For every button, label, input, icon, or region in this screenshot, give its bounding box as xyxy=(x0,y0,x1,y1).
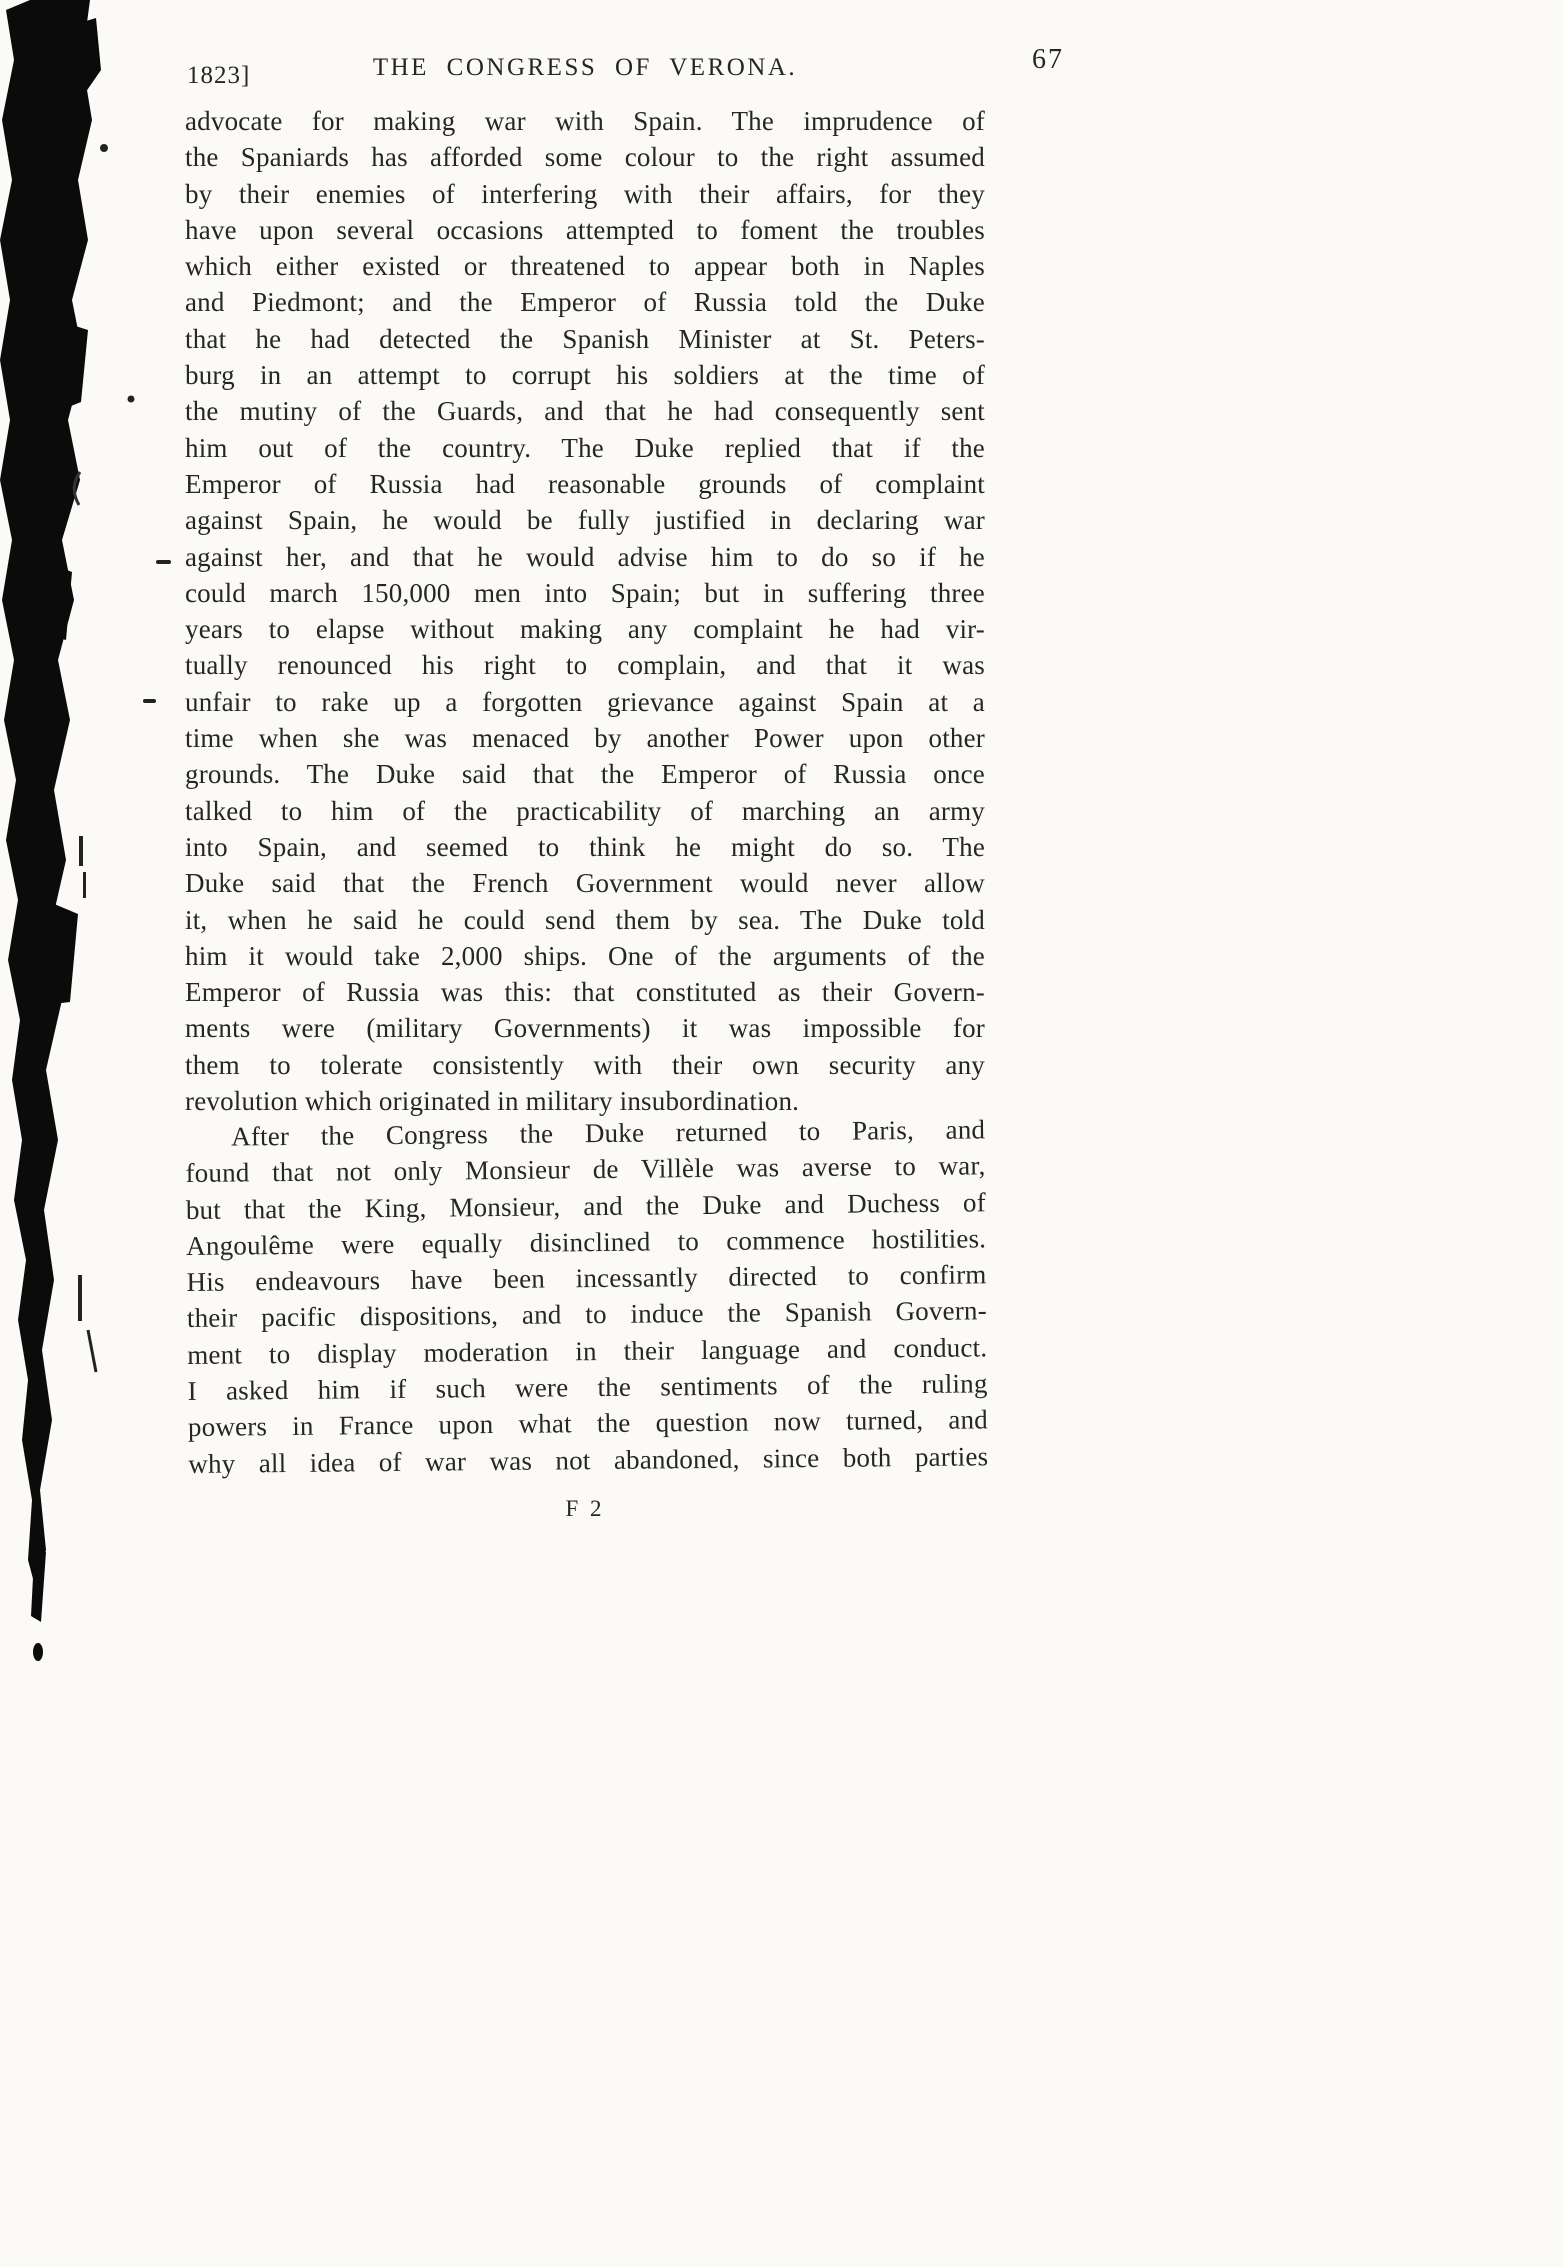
text-line: why all idea of war was not abandoned, since both parties xyxy=(188,1441,989,1479)
text-line: Emperor of Russia was this: that constituted as their Govern- xyxy=(185,977,985,1008)
text-line: ment to display moderation in their language and conduct. xyxy=(187,1332,988,1371)
paragraph-2 xyxy=(185,1112,988,1483)
text-line: advocate for making war with Spain. The imprudence of xyxy=(185,106,985,136)
text-line: burg in an attempt to corrupt his soldiers at the time of xyxy=(185,360,985,391)
text-line: the mutiny of the Guards, and that he had consequently sent xyxy=(185,396,985,427)
paragraph-1 xyxy=(185,103,985,1119)
text-line: could march 150,000 men into Spain; but in suffering three xyxy=(185,577,985,608)
text-line: against Spain, he would be fully justified in declaring war xyxy=(185,505,985,536)
page-number: 67 xyxy=(1032,44,1064,75)
text-line: that he had detected the Spanish Minister at St. Peters- xyxy=(185,323,985,354)
text-line: into Spain, and seemed to think he might do so. The xyxy=(185,831,985,862)
text-line: him it would take 2,000 ships. One of the arguments of the xyxy=(185,940,985,971)
text-line: I asked him if such were the sentiments of the ruling xyxy=(187,1368,988,1407)
text-line: against her, and that he would advise him to do so if he xyxy=(185,541,985,572)
text-line: revolution which originated in military insubordination. xyxy=(185,1086,800,1117)
text-line: His endeavours have been incessantly directed to confirm xyxy=(186,1259,987,1298)
text-line: Emperor of Russia had reasonable grounds of complaint xyxy=(185,468,985,499)
text-line: tually renounced his right to complain, and that it was xyxy=(185,650,985,681)
text-line: the Spaniards has afforded some colour to the right assumed xyxy=(185,142,985,173)
text-line: it, when he said he could send them by sea. The Duke told xyxy=(185,904,985,935)
text-line: which either existed or threatened to appear both in Naples xyxy=(185,251,985,282)
signature-mark: F 2 xyxy=(565,1496,605,1521)
text-line: talked to him of the practicability of marching an army xyxy=(185,795,985,826)
page-title: THE CONGRESS OF VERONA. xyxy=(372,54,798,81)
text-line: powers in France upon what the question now turned, and xyxy=(187,1404,989,1443)
text-line: have upon several occasions attempted to foment the troubles xyxy=(185,214,985,245)
text-line: their pacific dispositions, and to induce the Spanish Govern- xyxy=(186,1296,988,1334)
text-line: time when she was menaced by another Power upon other xyxy=(185,723,985,754)
body-text xyxy=(185,103,989,1482)
text-line: but that the King, Monsieur, and the Duke and Duchess of xyxy=(185,1187,986,1225)
text-line: Angoulême were equally disinclined to commence hostilities. xyxy=(186,1223,987,1262)
text-line: found that not only Monsieur de Villèle was averse to war, xyxy=(185,1150,986,1189)
ink-smudge-artifact xyxy=(0,0,200,2267)
text-line: unfair to rake up a forgotten grievance against Spain at a xyxy=(185,686,985,717)
text-line: After the Congress the Duke returned to Paris, and xyxy=(231,1114,986,1152)
text-line: Duke said that the French Government would never allow xyxy=(185,868,985,899)
text-line: ments were (military Governments) it was impossible for xyxy=(185,1013,985,1044)
text-line: years to elapse without making any complaint he had vir- xyxy=(185,614,985,645)
text-line: grounds. The Duke said that the Emperor of Russia once xyxy=(185,759,985,790)
text-line: them to tolerate consistently with their own security any xyxy=(185,1049,985,1080)
text-line: by their enemies of interfering with their affairs, for they xyxy=(185,178,985,209)
text-line: him out of the country. The Duke replied that if the xyxy=(185,432,985,463)
text-line: and Piedmont; and the Emperor of Russia told the Duke xyxy=(185,287,985,318)
header-date: 1823] xyxy=(187,62,251,89)
